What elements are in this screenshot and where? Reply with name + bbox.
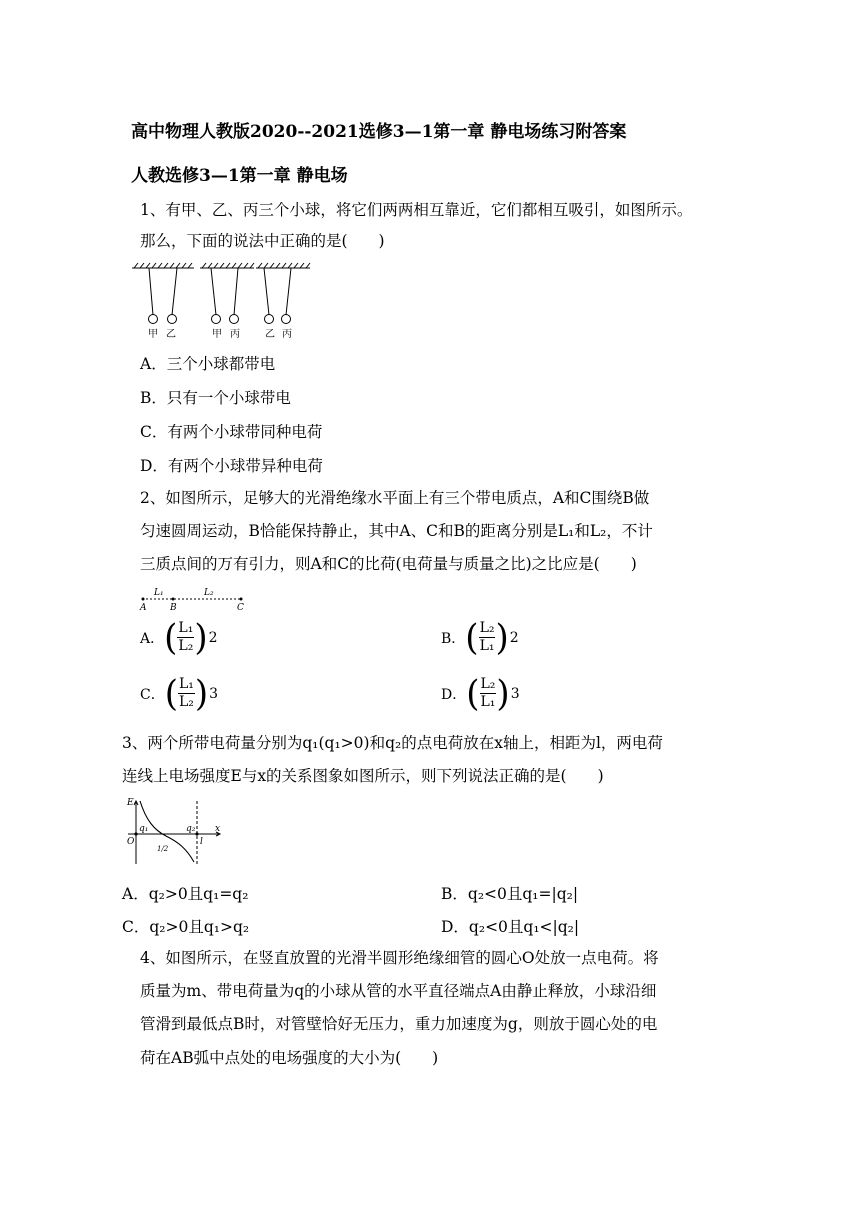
pendulums [149, 268, 292, 324]
label-a: A [140, 603, 147, 612]
label-jia-1: 甲 [148, 329, 158, 340]
label-yi-2: 乙 [265, 329, 275, 340]
question-3-option-b: B．q₂<0且q₁=|q₂| [441, 885, 579, 903]
question-3-option-a: A．q₂>0且q₁=q₂ [122, 885, 249, 903]
question-1-option-c: C．有两个小球带同种电荷 [140, 423, 323, 441]
question-4-line-2: 质量为m、带电荷量为q的小球从管的水平直径端点A由静止释放，小球沿细 [140, 982, 657, 1000]
question-3-figure [124, 796, 228, 868]
question-1-line-1: 1、有甲、乙、丙三个小球，将它们两两相互靠近，它们都相互吸引，如图所示。 [140, 201, 693, 219]
question-3-option-c: C．q₂>0且q₁>q₂ [122, 918, 250, 936]
question-1-option-b: B．只有一个小球带电 [140, 389, 291, 407]
label-c: C [237, 603, 244, 612]
question-3-line-1: 3、两个所带电荷量分别为q₁(q₁>0)和q₂的点电荷放在x轴上，相距为l，两电荷 [122, 734, 663, 752]
label-half: 1/2 [157, 845, 169, 853]
question-2-option-b: B． ( $\frac{\text{L₂}}{\text{L₁}}$ ) 2 [441, 616, 519, 659]
ceiling-2 [200, 263, 254, 268]
question-4-line-4: 荷在AB弧中点处的电场强度的大小为( ) [140, 1049, 439, 1067]
question-2-option-d: D． ( $\frac{\text{L₂}}{\text{L₁}}$ ) 3 [441, 672, 520, 715]
label-jia-2: 甲 [212, 329, 222, 340]
label-e: E [127, 798, 134, 808]
label-bing-1: 丙 [230, 329, 240, 340]
question-2-figure [136, 584, 251, 612]
question-2-option-a: A． ( $\frac{\text{L₁}}{\text{L₂}}$ ) 2 [140, 616, 218, 659]
ceiling-3 [256, 263, 310, 268]
question-3-line-2: 连线上电场强度E与x的关系图象如图所示，则下列说法正确的是( ) [122, 767, 604, 785]
label-o: O [127, 837, 135, 847]
label-yi-1: 乙 [166, 329, 176, 340]
question-3-option-d: D．q₂<0且q₁<|q₂| [441, 918, 580, 936]
label-b: B [170, 603, 177, 612]
label-l: l [200, 837, 203, 847]
label-q1: q₁ [139, 824, 149, 834]
question-1-figure [128, 260, 313, 342]
question-2-line-3: 三质点间的万有引力，则A和C的比荷(电荷量与质量之比)之比应是( ) [140, 555, 637, 573]
label-l2: L₂ [204, 588, 214, 598]
page-title: 高中物理人教版2020--2021选修3—1第一章 静电场练习附答案 [131, 122, 627, 142]
label-l1: L₁ [154, 588, 164, 598]
question-1-option-a: A．三个小球都带电 [140, 355, 276, 373]
section-title: 人教选修3—1第一章 静电场 [131, 166, 348, 186]
question-1-line-2: 那么，下面的说法中正确的是( ) [140, 232, 385, 250]
label-bing-2: 丙 [282, 329, 292, 340]
question-2-option-c: C． ( $\frac{\text{L₁}}{\text{L₂}}$ ) 3 [140, 672, 219, 715]
question-2-line-1: 2、如图所示，足够大的光滑绝缘水平面上有三个带电质点，A和C围绕B做 [140, 489, 650, 507]
question-1-option-d: D．有两个小球带异种电荷 [140, 457, 323, 475]
label-x: x [215, 824, 221, 834]
ceiling-1 [132, 263, 194, 268]
question-4-line-1: 4、如图所示，在竖直放置的光滑半圆形绝缘细管的圆心O处放一点电荷。将 [140, 949, 659, 967]
question-4-line-3: 管滑到最低点B时，对管壁恰好无压力，重力加速度为g，则放于圆心处的电 [140, 1015, 658, 1033]
label-q2: q₂ [186, 824, 196, 834]
question-2-line-2: 匀速圆周运动，B恰能保持静止，其中A、C和B的距离分别是L₁和L₂，不计 [140, 522, 653, 540]
